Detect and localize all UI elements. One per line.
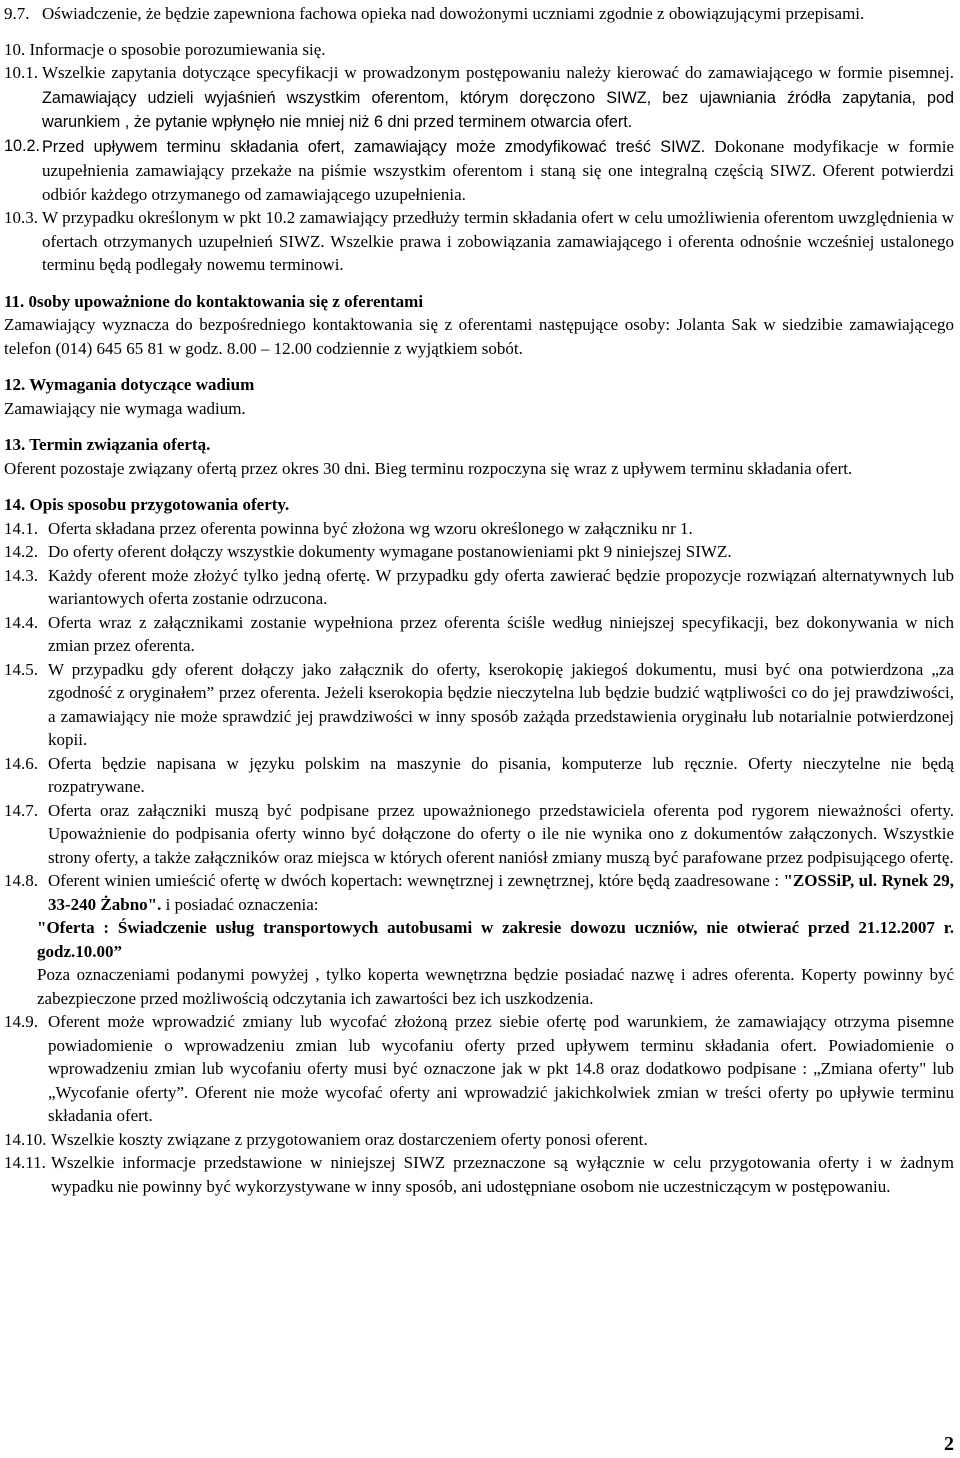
point-text: Oferta oraz załączniki muszą być podpisane przez upoważnionego przedstawiciela oferenta pod rygorem nieważności oferty. Upoważnienie do podpisania oferty winno być dołączone do oferty o ile nie wynika ono z dokumentów załączonych. Wszystkie strony oferty, a także załączników oraz miejsca w których oferent naniósł zmiany muszą być parafowane przez podpisującego ofertę. [48,800,954,867]
point-14-10 [4,1128,954,1152]
point-number: 14.10. [4,1129,47,1149]
address-text: "ZOSSiP, ul. Rynek 29, 33-240 Żabno". [48,871,954,914]
point-number: 14.3. [4,565,38,585]
point-number: 14.4. [4,612,38,632]
section-12-text: Zamawiający nie wymaga wadium. [4,398,246,418]
section-10-heading: 10. Informacje o sposobie porozumiewania się. [4,39,326,59]
point-14-5 [4,658,954,752]
point-text: W przypadku gdy oferent dołączy jako załącznik do oferty, kserokopię jakiegoś dokumentu, musi być ona potwierdzona „za zgodność z oryginałem” przez oferenta. Jeżeli kserokopia będzie nieczytelna lub będzie budzić wątpliwości co do jej prawdziwości, a zamawiający nie może sprawdzić jej prawdziwości w inny sposób zażąda przedstawienia oryginału lub notarialnie potwierdzonej kopii. [48,659,954,749]
point-10-2 [4,135,954,207]
point-text-sans: Przed upływem terminu składania ofert, zamawiający może zmodyfikować treść SIWZ. [42,137,706,156]
section-13-heading: 13. Termin związania ofertą. [4,435,211,454]
point-text: Wszelkie zapytania dotyczące specyfikacji w prowadzonym postępowaniu należy kierować do zamawiającego w formie pisemnej. [42,63,954,82]
point-number: 14.5. [4,659,38,679]
section-11-heading: 11. 0soby upoważnione do kontaktowania się z oferentami [4,291,424,311]
point-14-7 [4,799,954,870]
point-text: Wszelkie informacje przedstawione w niniejszej SIWZ przeznaczone są wyłącznie w celu przygotowania oferty i w żadnym wypadku nie powinny być wykorzystywane w inny sposób, ani udostępniane osobom nie uczestniczącym w postępowaniu. [51,1153,954,1196]
point-text: Wszelkie koszty związane z przygotowaniem oraz dostarczeniem oferty ponosi oferent. [51,1129,648,1149]
point-text-sans: Zamawiający udzieli wyjaśnień wszystkim oferentom, którym doręczono SIWZ, bez ujawniania źródła zapytania, pod warunkiem , że pytanie wpłynęło nie mniej niż 6 dni przed terminem otwarcia ofert. [42,88,954,131]
point-number: 9.7. [4,4,30,23]
point-14-9 [4,1010,954,1128]
section-14-heading: 14. Opis sposobu przygotowania oferty. [4,495,290,514]
section-11-text: Zamawiający wyznacza do bezpośredniego kontaktowania się z oferentami następujące osoby: Jolanta Sak w siedzibie zamawiającego telefon (014) 645 65 81 w godz. 8.00 – 12.00 codziennie z wyjątkiem sobót. [4,315,954,358]
point-14-3 [4,564,954,611]
point-number: 14.9. [4,1012,38,1031]
point-14-4 [4,611,954,658]
point-text: Oferent może wprowadzić zmiany lub wycofać złożoną przez siebie ofertę pod warunkiem, że zamawiający otrzyma pisemne powiadomienie o wprowadzeniu zmian lub wycofaniu oferty przed upływem terminu składania ofert. Powiadomienie o wprowadzeniu zmian lub wycofaniu oferty musi być oznaczone jak w pkt 14.8 oraz dodatkowo podpisane : „Zmiana oferty" lub „Wycofanie oferty”. Oferent nie może wycofać oferty ani wprowadzić jakichkolwiek zmian w treści oferty po upływie terminu składania ofert. [48,1012,954,1125]
point-14-11 [4,1151,954,1198]
point-10-3 [4,206,954,277]
point-14-2 [4,540,954,564]
point-number: 14.8. [4,871,38,890]
point-number: 14.7. [4,800,38,820]
point-text: Do oferty oferent dołączy wszystkie dokumenty wymagane postanowieniami pkt 9 niniejszej SIWZ. [48,542,732,561]
point-number: 14.1. [4,518,38,538]
page-number: 2 [944,1432,954,1455]
envelope-marking: "Oferta : Świadczenie usług transportowych autobusami w zakresie dowozu uczniów, nie otwierać przed 21.12.2007 r. godz.10.00” [37,918,954,961]
point-text: Oferent winien umieścić ofertę w dwóch kopertach: wewnętrznej i zewnętrznej, które będą zaadresowane : [48,871,784,890]
point-number: 10.3. [4,208,38,227]
point-text: Oferta składana przez oferenta powinna być złożona wg wzoru określonego w załączniku nr 1. [48,518,693,538]
document-page [4,2,954,1198]
point-text: Każdy oferent może złożyć tylko jedną ofertę. W przypadku gdy oferta zawierać będzie propozycje rozwiązań alternatywnych lub wariantowych oferta zostanie odrzucona. [48,565,954,608]
point-14-8 [4,869,954,916]
point-text-cont: i posiadać oznaczenia: [161,894,319,914]
point-number: 14.11. [4,1153,46,1172]
point-number: 10.2. [4,136,41,155]
point-text: Oferta wraz z załącznikami zostanie wypełniona przez oferenta ściśle według niniejszej specyfikacji, bez dokonywania w nich zmian przez oferenta. [48,612,954,655]
section-13-text: Oferent pozostaje związany ofertą przez okres 30 dni. Bieg terminu rozpoczyna się wraz z upływem terminu składania ofert. [4,458,853,478]
point-text: Dokonane modyfikacje w formie uzupełnienia zamawiający przekaże na piśmie wszystkim oferentom i staną się one integralną częścią SIWZ. Oferent potwierdzi odbiór każdego otrzymanego od zamawiającego uzupełnienia. [42,136,954,204]
section-12-heading: 12. Wymagania dotyczące wadium [4,375,255,394]
point-number: 10.1. [4,63,38,82]
point-number: 14.6. [4,753,38,773]
point-9-7 [4,2,954,26]
point-14-6 [4,752,954,799]
point-text: Oferta będzie napisana w języku polskim na maszynie do pisania, komputerze lub ręcznie. Oferty nieczytelne nie będą rozpatrywane. [48,753,954,796]
point-text: Oświadczenie, że będzie zapewniona fachowa opieka nad dowożonymi uczniami zgodnie z obowiązującymi przepisami. [42,4,865,23]
point-text: W przypadku określonym w pkt 10.2 zamawiający przedłuży termin składania ofert w celu umożliwienia oferentom uwzględnienia w ofertach otrzymanych uzupełnień SIWZ. Wszelkie prawa i zobowiązania zamawiającego i oferenta odnośnie wcześniej ustalonego terminu będą podlegały nowemu terminowi. [42,208,954,274]
point-14-1 [4,517,954,541]
envelope-note: Poza oznaczeniami podanymi powyżej , tylko koperta wewnętrzna będzie posiadać nazwę i adres oferenta. Koperty powinny być zabezpieczone przed możliwością odczytania ich zawartości bez ich uszkodzenia. [37,965,954,1008]
point-number: 14.2. [4,542,38,561]
point-10-1 [4,61,954,135]
